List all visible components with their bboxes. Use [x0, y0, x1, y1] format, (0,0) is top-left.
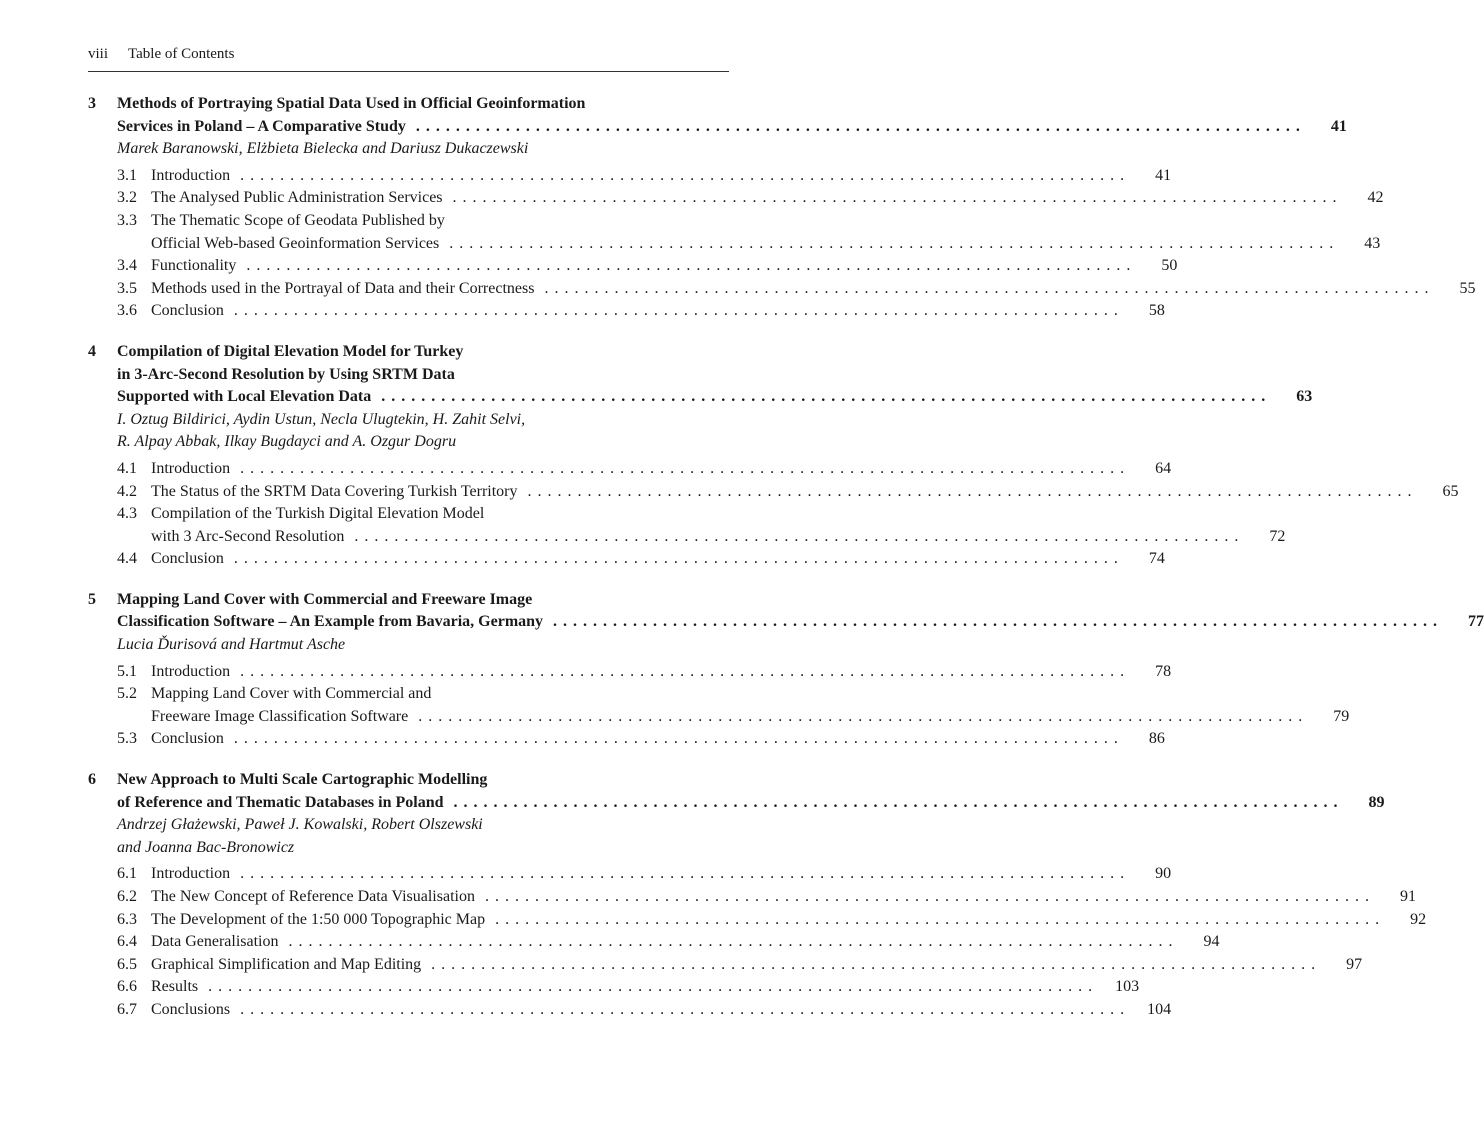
section-page-number: 43 [1364, 234, 1381, 252]
section-line [117, 548, 1165, 571]
section-line [117, 728, 1165, 751]
chapter-title-line [117, 589, 1484, 612]
section-title: Graphical Simplification and Map Editing [151, 955, 422, 973]
dot-leader [528, 481, 1413, 504]
chapter-body [117, 341, 1312, 458]
section-line [117, 661, 1172, 684]
chapter-title-text: Supported with Local Elevation Data [117, 388, 372, 406]
section-entry[interactable] [88, 187, 1384, 210]
dot-leader [449, 233, 1334, 256]
chapter-title-line [117, 386, 1312, 409]
chapter-title-text: Services in Poland – A Comparative Study [117, 117, 406, 135]
section-number: 4.2 [117, 482, 137, 500]
section-line [117, 458, 1172, 481]
chapter-number: 5 [88, 590, 96, 608]
section-title: Functionality [151, 257, 237, 275]
section-number: 6.7 [117, 1000, 137, 1018]
section-entry[interactable] [88, 886, 1416, 909]
chapter-number: 6 [88, 771, 96, 789]
dot-leader [485, 886, 1370, 909]
section-number: 4.4 [117, 550, 137, 568]
section-title: The New Concept of Reference Data Visualisation [151, 888, 475, 905]
section-number: 4.3 [117, 505, 137, 523]
dot-leader [418, 706, 1303, 729]
section-line [117, 300, 1165, 323]
section-number: 6.1 [117, 865, 137, 883]
section-page-number: 79 [1333, 707, 1350, 725]
section-title: Methods used in the Portrayal of Data and their Correctness [151, 279, 535, 297]
dot-leader [381, 386, 1266, 409]
section-entry[interactable] [88, 165, 1172, 188]
section-entry[interactable] [88, 976, 1140, 999]
section-number: 6.4 [117, 933, 137, 951]
chapter-title[interactable] [117, 341, 1312, 409]
section-line [117, 187, 1384, 210]
section-entry[interactable] [88, 300, 1165, 323]
section-title: Compilation of the Turkish Digital Elevation Model [151, 505, 485, 523]
section-title: Results [151, 978, 199, 996]
section-line [117, 278, 1476, 301]
chapter-title-text: Methods of Portraying Spatial Data Used in Official Geoinformation [117, 95, 586, 112]
section-title: The Analysed Public Administration Services [151, 189, 443, 207]
section-page-number: 65 [1442, 482, 1459, 500]
section-title: Conclusion [151, 302, 224, 320]
dot-leader [240, 999, 1125, 1022]
dot-leader [354, 526, 1239, 549]
chapter-authors [117, 138, 1347, 161]
chapter-entry [88, 589, 1484, 751]
chapter-page-number: 63 [1296, 388, 1313, 406]
chapter-title-line [117, 611, 1484, 634]
chapter-title-text: Compilation of Digital Elevation Model for Turkey [117, 342, 464, 360]
section-page-number: 50 [1161, 257, 1178, 275]
section-page-number: 91 [1399, 888, 1416, 905]
chapter-title[interactable] [117, 589, 1484, 634]
section-title: Conclusion [151, 550, 224, 568]
dot-leader [246, 255, 1131, 278]
section-title: Mapping Land Cover with Commercial and [151, 685, 432, 703]
section-page-number: 72 [1269, 527, 1286, 545]
author-line: Lucia Ďurisová and Hartmut Asche [117, 636, 346, 654]
chapter-title-line [117, 769, 1385, 792]
chapter-heading [88, 769, 1385, 863]
chapter-number: 4 [88, 342, 96, 360]
section-number: 6.2 [117, 888, 137, 905]
section-number: 5.2 [117, 685, 137, 703]
section-title: The Thematic Scope of Geodata Published by [151, 211, 445, 229]
chapter-title-line [117, 364, 1312, 387]
dot-leader [544, 278, 1429, 301]
section-title: Introduction [151, 865, 231, 883]
section-page-number: 74 [1148, 550, 1165, 568]
section-entry[interactable] [88, 999, 1172, 1022]
author-line: I. Oztug Bildirici, Aydin Ustun, Necla Ulugtekin, H. Zahit Selvi, [117, 410, 526, 428]
section-number: 4.1 [117, 459, 137, 477]
section-page-number: 86 [1148, 730, 1165, 748]
author-line: Marek Baranowski, Elżbieta Bielecka and Dariusz Dukaczewski [117, 140, 529, 158]
section-line [117, 954, 1363, 977]
chapter-title[interactable] [117, 93, 1347, 138]
section-entry[interactable] [88, 210, 1381, 255]
table-of-contents [88, 93, 1484, 1040]
section-line [117, 526, 1286, 549]
chapter-page-number: 77 [1468, 613, 1484, 631]
dot-leader [240, 661, 1125, 684]
dot-leader [234, 728, 1119, 751]
chapter-title-line [117, 341, 1312, 364]
section-page-number: 41 [1155, 166, 1172, 184]
chapter-entry [88, 341, 1459, 571]
section-page-number: 42 [1367, 189, 1384, 207]
section-number: 3.1 [117, 166, 137, 184]
chapter-title-text: in 3-Arc-Second Resolution by Using SRTM Data [117, 365, 455, 383]
chapter-title[interactable] [117, 769, 1385, 814]
section-page-number: 64 [1155, 459, 1172, 477]
section-line [117, 931, 1220, 954]
section-line [117, 886, 1416, 909]
section-line [117, 165, 1172, 188]
author-line: Andrzej Głażewski, Paweł J. Kowalski, Robert Olszewski [117, 816, 483, 834]
section-line [117, 909, 1427, 932]
section-number: 6.6 [117, 978, 137, 996]
section-entry[interactable] [88, 458, 1172, 481]
header-page-number: viii [88, 46, 109, 62]
section-page-number: 94 [1203, 933, 1220, 951]
chapter-number: 3 [88, 95, 96, 112]
section-title: The Development of the 1:50 000 Topographic Map [151, 910, 486, 928]
dot-leader [431, 954, 1316, 977]
chapter-entry [88, 769, 1427, 1022]
section-page-number: 92 [1410, 910, 1427, 928]
dot-leader [208, 976, 1093, 999]
chapter-entry [88, 93, 1476, 323]
chapter-body [117, 93, 1347, 165]
header-rule [88, 71, 729, 72]
chapter-title-text: New Approach to Multi Scale Cartographic Modelling [117, 771, 488, 789]
chapter-title-text: of Reference and Thematic Databases in Poland [117, 793, 444, 811]
chapter-authors [117, 634, 1484, 657]
dot-leader [416, 116, 1301, 139]
section-title: with 3 Arc-Second Resolution [151, 527, 345, 545]
section-number: 3.3 [117, 211, 137, 229]
section-title: Conclusions [151, 1000, 231, 1018]
chapter-heading [88, 589, 1484, 661]
section-line [117, 976, 1140, 999]
section-number: 3.4 [117, 257, 137, 275]
section-entry[interactable] [88, 683, 1350, 728]
section-page-number: 104 [1147, 1000, 1172, 1018]
section-entry[interactable] [88, 661, 1172, 684]
chapter-title-text: Mapping Land Cover with Commercial and Freeware Image [117, 590, 533, 608]
chapter-heading [88, 341, 1313, 458]
dot-leader [240, 863, 1125, 886]
section-entry[interactable] [88, 481, 1459, 504]
dot-leader [453, 187, 1338, 210]
section-title: Official Web-based Geoinformation Services [151, 234, 440, 252]
section-line [117, 706, 1350, 729]
section-entry[interactable] [88, 503, 1286, 548]
section-title: The Status of the SRTM Data Covering Turkish Territory [151, 482, 518, 500]
section-number: 5.3 [117, 730, 137, 748]
section-line [117, 863, 1172, 886]
section-entry[interactable] [88, 255, 1178, 278]
section-title: Introduction [151, 166, 231, 184]
chapter-heading [88, 93, 1347, 165]
section-number: 6.3 [117, 910, 137, 928]
dot-leader [289, 931, 1174, 954]
section-line [117, 233, 1381, 256]
author-line: R. Alpay Abbak, Ilkay Bugdayci and A. Ozgur Dogru [117, 433, 457, 451]
section-line [117, 255, 1178, 278]
section-entry[interactable] [88, 728, 1165, 751]
dot-leader [240, 458, 1125, 481]
dot-leader [234, 300, 1119, 323]
section-line [117, 999, 1172, 1022]
section-entry[interactable] [88, 931, 1220, 954]
running-header [88, 44, 729, 64]
section-page-number: 78 [1155, 662, 1172, 680]
section-line [117, 481, 1459, 504]
section-entry[interactable] [88, 548, 1165, 571]
section-line [117, 210, 729, 233]
section-entry[interactable] [88, 954, 1363, 977]
chapter-page-number: 41 [1330, 117, 1347, 135]
dot-leader [454, 792, 1339, 815]
section-title: Introduction [151, 459, 231, 477]
section-entry[interactable] [88, 909, 1427, 932]
chapter-title-text: Classification Software – An Example from Bavaria, Germany [117, 613, 544, 631]
chapter-page-number: 89 [1368, 793, 1385, 811]
section-page-number: 103 [1115, 978, 1140, 996]
section-number: 3.5 [117, 279, 137, 297]
chapter-authors [117, 409, 1312, 454]
section-line [117, 683, 729, 706]
dot-leader [553, 611, 1438, 634]
dot-leader [234, 548, 1119, 571]
section-page-number: 90 [1155, 865, 1172, 883]
section-entry[interactable] [88, 278, 1476, 301]
chapter-title-line [117, 116, 1347, 139]
section-entry[interactable] [88, 863, 1172, 886]
section-line [117, 503, 729, 526]
section-title: Conclusion [151, 730, 224, 748]
section-title: Introduction [151, 662, 231, 680]
chapter-body [117, 589, 1484, 661]
chapter-authors [117, 814, 1385, 859]
chapter-title-line [117, 792, 1385, 815]
chapter-title-line [117, 93, 1347, 116]
section-page-number: 58 [1148, 302, 1165, 320]
section-title: Data Generalisation [151, 933, 279, 951]
header-title: Table of Contents [128, 46, 235, 62]
author-line: and Joanna Bac-Bronowicz [117, 838, 295, 856]
chapter-body [117, 769, 1385, 863]
section-page-number: 97 [1346, 955, 1363, 973]
section-number: 3.2 [117, 189, 137, 207]
section-page-number: 55 [1459, 279, 1476, 297]
section-number: 6.5 [117, 955, 137, 973]
section-number: 5.1 [117, 662, 137, 680]
section-title: Freeware Image Classification Software [151, 707, 409, 725]
dot-leader [495, 909, 1380, 932]
dot-leader [240, 165, 1125, 188]
section-number: 3.6 [117, 302, 137, 320]
